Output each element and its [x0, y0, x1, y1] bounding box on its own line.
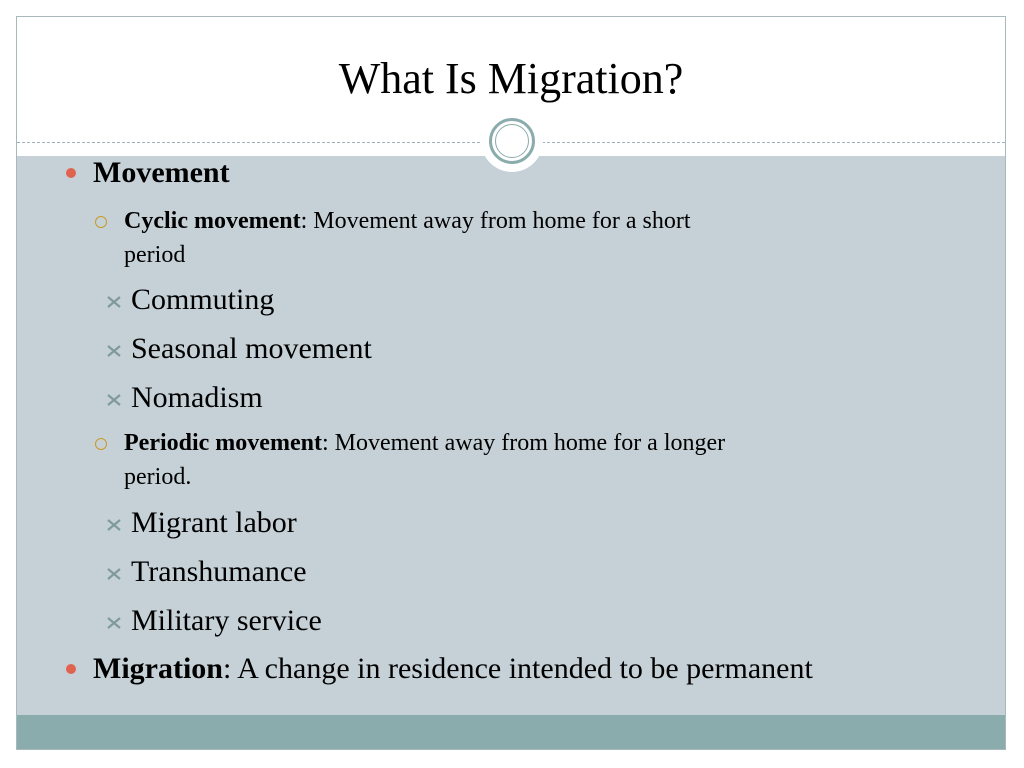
x-bullet-icon: [107, 394, 121, 406]
bullet-term: Migration: [93, 652, 223, 685]
circle-ornament-icon: [495, 124, 529, 158]
sub-bullet-separator: :: [300, 208, 308, 234]
list-item-seasonal-movement: [131, 331, 372, 367]
sub-bullet-text-continued: period: [124, 242, 186, 268]
list-item-label: Migrant labor: [131, 506, 297, 539]
footer-band: [17, 715, 1005, 749]
list-item-migrant-labor: [131, 505, 297, 541]
list-item-label: Military service: [131, 604, 322, 637]
x-bullet-icon: [107, 296, 121, 308]
list-item-label: Transhumance: [131, 555, 307, 588]
bullet-dot-icon: [66, 168, 76, 178]
list-item-transhumance: [131, 554, 307, 590]
sub-bullet-text: Movement away from home for a short: [307, 208, 691, 234]
list-item-nomadism: [131, 380, 263, 416]
bullet-separator: :: [222, 652, 232, 685]
list-item-label: Seasonal movement: [131, 332, 372, 365]
sub-bullet-periodic: [124, 426, 725, 460]
bullet-ring-icon: [95, 438, 107, 450]
x-bullet-icon: [107, 568, 121, 580]
x-bullet-icon: [107, 617, 121, 629]
x-bullet-icon: [107, 519, 121, 531]
x-bullet-icon: [107, 345, 121, 357]
list-item-label: Commuting: [131, 283, 275, 316]
sub-bullet-cyclic: [124, 204, 691, 238]
sub-bullet-separator: :: [321, 430, 329, 456]
list-item-commuting: [131, 282, 274, 318]
slide-title: What Is Migration?: [338, 54, 684, 103]
bullet-ring-icon: [95, 216, 107, 228]
sub-bullet-text: Movement away from home for a longer: [328, 430, 726, 456]
bullet-movement: [93, 155, 230, 191]
sub-bullet-text-continued: period.: [124, 464, 192, 490]
bullet-term: Movement: [93, 156, 230, 189]
list-item-label: Nomadism: [131, 381, 263, 414]
list-item-military-service: [131, 603, 322, 639]
slide: [16, 16, 1006, 750]
bullet-dot-icon: [66, 664, 76, 674]
sub-bullet-term: Cyclic movement: [124, 208, 301, 234]
bullet-text: A change in residence intended to be permanent: [231, 652, 813, 685]
sub-bullet-term: Periodic movement: [124, 430, 322, 456]
bullet-migration: [93, 651, 813, 687]
